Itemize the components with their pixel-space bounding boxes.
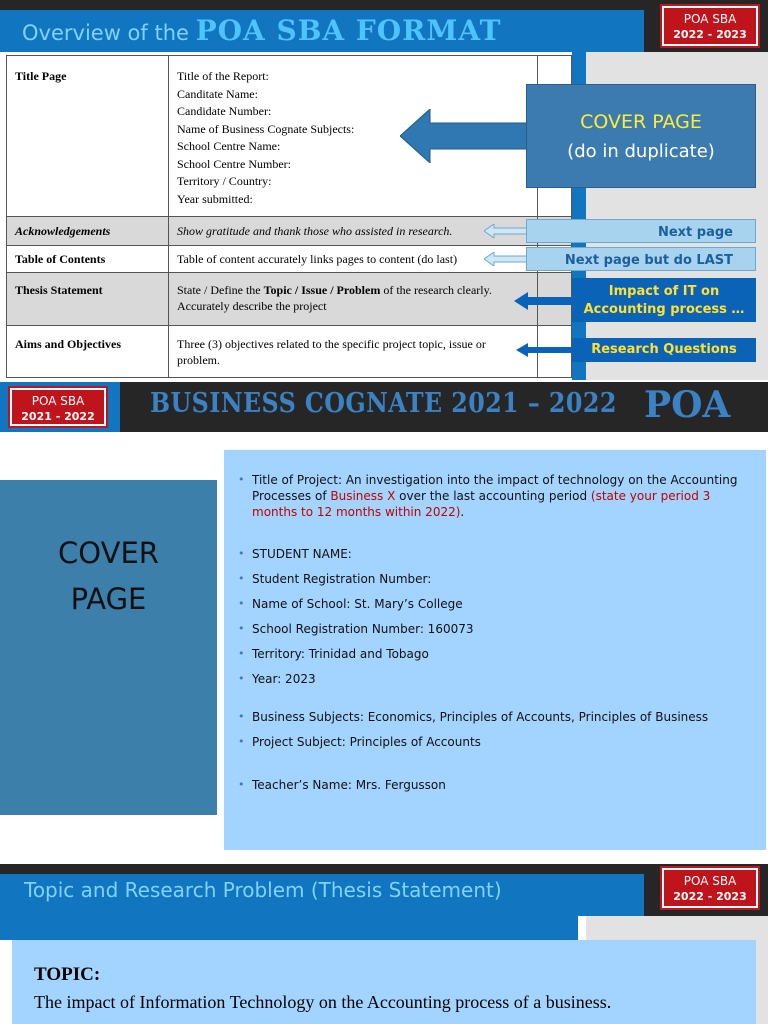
cover-arrow-icon (400, 109, 530, 163)
cover-callout-line1: COVER PAGE (580, 111, 702, 133)
title-line: Title of the Report: (177, 69, 269, 83)
impact-line1: Impact of IT on (608, 284, 720, 299)
row-content: Table of content accurately links pages to content (do last) (169, 246, 538, 273)
cover-details-list (238, 472, 752, 793)
row-label: Thesis Statement (7, 273, 169, 326)
slide1-title-prefix: Overview of the (22, 21, 196, 45)
table-row (7, 273, 572, 326)
next-page-last-arrow-icon (484, 252, 528, 266)
cover-callout-line2: (do in duplicate) (567, 141, 715, 162)
row-content (169, 273, 538, 326)
table-row (7, 326, 572, 378)
research-arrow-icon (516, 343, 576, 357)
slide1-badge (662, 6, 758, 46)
list-item: • Business Subjects: Economics, Principles of Accounts, Principles of Business (238, 709, 752, 725)
row-label: Aims and Objectives (7, 326, 169, 378)
project-text-b: Business X (330, 489, 396, 503)
cover-line1: COVER (58, 536, 159, 570)
list-item: • Teacher’s Name: Mrs. Fergusson (238, 777, 752, 793)
slide1-title-main: POA SBA FORMAT (195, 14, 502, 47)
title-line: School Centre Name: (177, 139, 281, 153)
impact-line2: Accounting process … (583, 302, 745, 317)
row-label: Acknowledgements (7, 217, 169, 246)
list-item: • Project Subject: Principles of Accounts (238, 734, 752, 750)
topic-text: The impact of Information Technology on the Accounting process of a business. (34, 992, 612, 1012)
slide2-badge (10, 388, 106, 426)
row-content: Three (3) objectives related to the specific project topic, issue or problem. (169, 326, 538, 378)
cover-line2: PAGE (70, 582, 147, 616)
list-item: • School Registration Number: 160073 (238, 621, 752, 637)
list-item-project-title (238, 472, 752, 520)
row-content: Show gratitude and thank those who assisted in research. (169, 217, 538, 246)
project-text-a: Title of Project: An investigation into the impact of technology on the Accounting Processes of (252, 473, 738, 503)
project-text-d: (state your period 3 months to 12 months within 2022) (252, 489, 711, 519)
thesis-text-d: Accurately describe the project (177, 299, 327, 313)
slide1-title (22, 14, 501, 47)
slide1-badge-year: 2022 - 2023 (673, 28, 747, 41)
list-item: • Name of School: St. Mary’s College (238, 596, 752, 612)
cover-details-panel (224, 450, 766, 850)
title-line: Territory / Country: (177, 174, 272, 188)
row-label: Title Page (7, 56, 169, 217)
thesis-text-b: Topic / Issue / Problem (263, 283, 381, 297)
thesis-text-c: of the research clearly. (380, 283, 492, 297)
impact-arrow-icon (514, 292, 574, 310)
title-line: Candidate Number: (177, 104, 272, 118)
slide2-title-right: POA (644, 384, 731, 426)
impact-callout (572, 278, 756, 322)
slide3-badge-top: POA SBA (683, 874, 737, 888)
title-line: Year submitted: (177, 191, 253, 206)
slide3-badge-year: 2022 - 2023 (673, 890, 747, 903)
topic-label: TOPIC: (34, 964, 101, 985)
list-item: • Student Registration Number: (238, 571, 752, 587)
list-item: • STUDENT NAME: (238, 546, 752, 562)
title-line: School Centre Number: (177, 156, 291, 171)
title-line: Canditate Name: (177, 86, 258, 101)
next-page-callout: Next page (526, 219, 756, 243)
next-page-last-callout: Next page but do LAST (526, 247, 756, 271)
slide2-badge-year: 2021 - 2022 (21, 410, 95, 423)
row-label: Table of Contents (7, 246, 169, 273)
list-item: • Territory: Trinidad and Tobago (238, 646, 752, 662)
slide1-badge-top: POA SBA (683, 12, 737, 26)
sba-format-table (6, 55, 572, 378)
research-questions-callout: Research Questions (572, 338, 756, 362)
cover-page-callout (526, 84, 756, 188)
slide2-cover-heading (0, 530, 217, 622)
slide3-blue-band (0, 916, 578, 940)
next-page-arrow-icon (484, 224, 528, 238)
list-item: • Year: 2023 (238, 671, 752, 687)
slide2-badge-top: POA SBA (31, 394, 85, 408)
title-line: Name of Business Cognate Subjects: (177, 121, 355, 136)
slide3-badge (662, 868, 758, 908)
slide2-title: BUSINESS COGNATE 2021 – 2022 (150, 388, 617, 419)
thesis-text-a: State / Define the (177, 283, 264, 297)
project-text-e: . (460, 505, 465, 519)
slide3-title: Topic and Research Problem (Thesis Statement) (24, 878, 502, 902)
topic-panel (12, 940, 756, 1024)
project-text-c: over the last accounting period (395, 489, 591, 503)
